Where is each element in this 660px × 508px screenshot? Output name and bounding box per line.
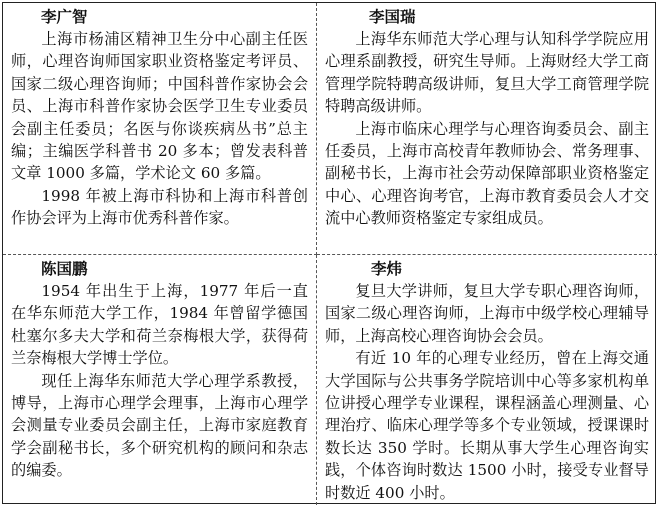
- bio-cell-chen-guopeng: [3, 255, 317, 505]
- person-name: 陈国鹏: [41, 260, 88, 278]
- bio-paragraph: 现任上海华东师范大学心理学系教授，博导，上海市心理学会理事，上海市心理学会测量专业委员会副主任，上海市家庭教育学会副秘书长，多个研究机构的顾问和杂志的编委。: [11, 371, 308, 480]
- author-bio-table: [2, 2, 656, 504]
- bio-cell-li-wei: [317, 255, 657, 505]
- bio-paragraph: 上海市杨浦区精神卫生分中心副主任医师，心理咨询师国家职业资格鉴定考评员、国家二级心理咨询师；中国科普作家协会会员、上海市科普作家协会医学卫生专业委员会副主任委员；名医与你谈疾病丛书”总主编；主编医学科普书 20 多本；曾发表科普文章 1000 多篇，学术论文 60 多篇。: [11, 30, 308, 183]
- bio-cell-li-guorui: [317, 3, 657, 255]
- bio-paragraph: 有近 10 年的心理专业经历，曾在上海交通大学国际与公共事务学院培训中心等多家机构单位讲授心理学专业课程，课程涵盖心理测量、心理治疗、临床心理学等多个专业领域，授课课时数长达 350 学时。长期从事大学生心理咨询实践，个体咨询时数达 1500 小时，接受专业督导时数近 400 小时。: [325, 349, 649, 502]
- person-name: 李炜: [371, 260, 403, 278]
- bio-paragraph: 上海华东师范大学心理与认知科学学院应用心理系副教授，研究生导师。上海财经大学工商管理学院特聘高级讲师，复旦大学工商管理学院特聘高级讲师。: [325, 30, 649, 116]
- person-name: 李国瑞: [369, 8, 416, 26]
- bio-cell-li-guangzhi: [3, 3, 317, 255]
- bio-paragraph: 复旦大学讲师，复旦大学专职心理咨询师，国家二级心理咨询师，上海市中级学校心理辅导师，上海高校心理咨询协会会员。: [325, 282, 649, 345]
- bio-paragraph: 1998 年被上海市科协和上海市科普创作协会评为上海市优秀科普作家。: [11, 186, 308, 228]
- bio-paragraph: 上海市临床心理学与心理咨询委员会、副主任委员，上海市高校青年教师协会、常务理事、副秘书长，上海市社会劳动保障部职业资格鉴定中心、心理咨询考官，上海市教育委员会人才交流中心教师资格鉴定专家组成员。: [325, 119, 649, 228]
- person-name: 李广智: [41, 8, 88, 26]
- bio-paragraph: 1954 年出生于上海，1977 年后一直在华东师范大学工作，1984 年曾留学德国杜塞尔多夫大学和荷兰奈梅根大学，获得荷兰奈梅根大学博士学位。: [11, 282, 308, 368]
